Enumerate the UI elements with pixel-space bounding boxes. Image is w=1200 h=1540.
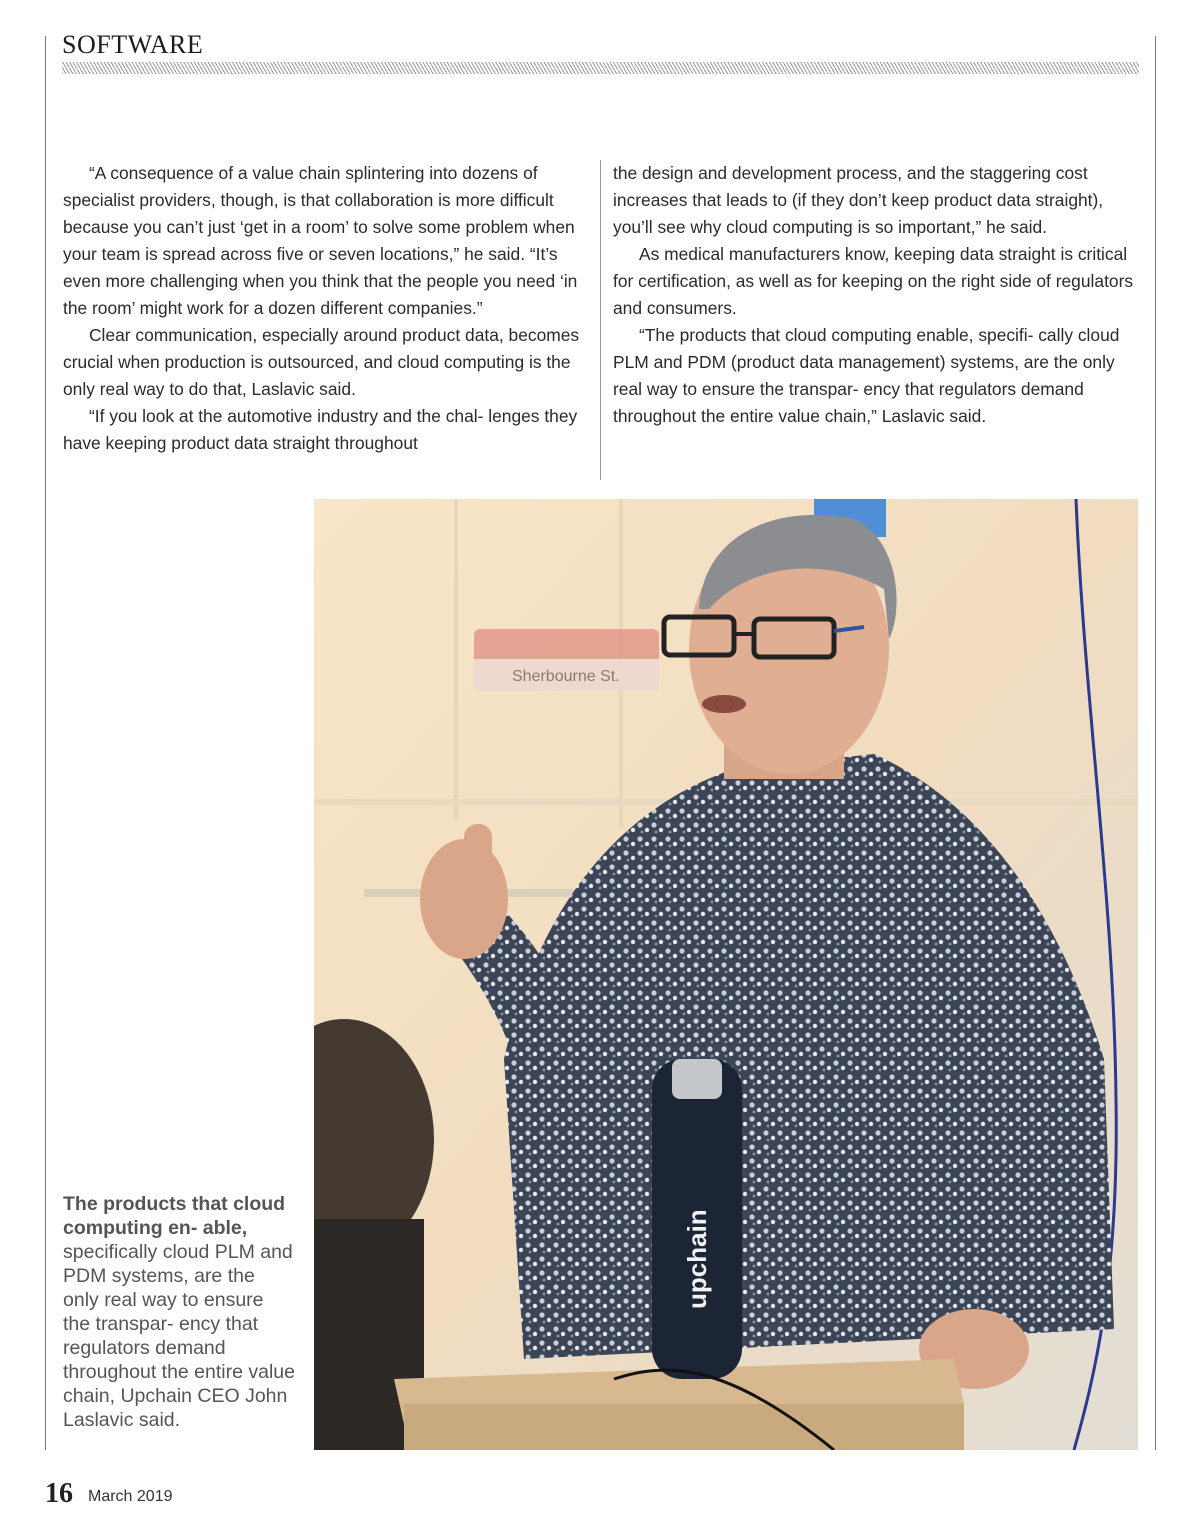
issue-date: March 2019 xyxy=(88,1488,173,1505)
paragraph: “The products that cloud computing enable, specifi- cally cloud PLM and PDM (product data management) systems, are the only real way to ensure the transpar- ency that regulators demand throughout the entire value chain,” Laslavic said. xyxy=(613,325,1120,426)
svg-text:Sherbourne St.: Sherbourne St. xyxy=(512,668,620,685)
paragraph: As medical manufacturers know, keeping data straight is critical for certification, as well as for keeping on the right side of regulators and consumers. xyxy=(613,244,1134,318)
page-number: 16 xyxy=(45,1478,73,1509)
left-margin-rule xyxy=(45,36,46,1450)
article-column-1 xyxy=(63,160,591,457)
paragraph: “If you look at the automotive industry and the chal- lenges they have keeping product data straight throughout xyxy=(63,406,578,453)
photo-caption xyxy=(63,1192,295,1432)
room-sign xyxy=(474,629,659,691)
header-hatch-rule xyxy=(62,62,1139,74)
article-column-2 xyxy=(613,160,1141,430)
paragraph: “A consequence of a value chain splintering into dozens of specialist providers, though, is that collaboration is more difficult because you can’t just ‘get in a room’ to solve some problem when your team is spread across five or seven locations,” he said. “It’s even more challenging when you think that the people you need ‘in the room’ might work for a dozen different companies.” xyxy=(63,163,578,318)
speaker-photo xyxy=(314,499,1138,1450)
section-label: SOFTWARE xyxy=(62,30,204,59)
caption-lead: The products that cloud computing en- able, xyxy=(63,1193,286,1239)
water-bottle xyxy=(652,1059,742,1379)
paragraph: the design and development process, and the staggering cost increases that leads to (if they don’t keep product data straight), you’ll see why cloud computing is so important,” he said. xyxy=(613,163,1104,237)
paragraph: Clear communication, especially around product data, becomes crucial when production is outsourced, and cloud computing is the only real way to do that, Laslavic said. xyxy=(63,325,580,399)
right-margin-rule xyxy=(1155,36,1156,1450)
caption-body: specifically cloud PLM and PDM systems, are the only real way to ensure the transpar- ency that regulators demand throughout the entire value chain, Upchain CEO John Laslavic said. xyxy=(63,1241,296,1431)
svg-text:upchain: upchain xyxy=(682,1209,712,1309)
column-divider xyxy=(600,160,601,480)
